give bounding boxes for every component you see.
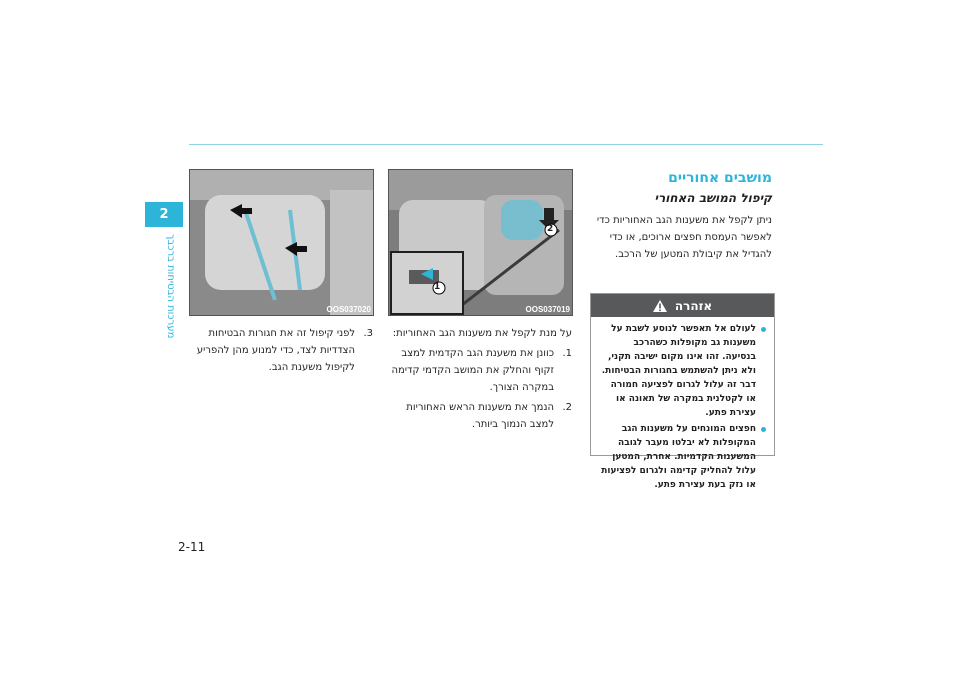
steps-list-a <box>390 325 572 436</box>
chapter-side-title: מערכות הבטיחות ברכבך <box>165 234 176 339</box>
section-intro: ניתן לקפל את משענות הגב האחוריות כדי לאפשר העמסת חפצים ארוכים, או כדי להגדיל את קיבולת המטען של הרכב. <box>596 215 772 260</box>
rear-seat-illustration <box>190 170 373 315</box>
chapter-number: 2 <box>159 207 169 222</box>
callout-2: 2 <box>547 224 554 234</box>
steps-heading: על מנת לקפל את משענות הגב האחוריות: <box>392 328 572 339</box>
warning-item: לעולם אל תאפשר לנוסע לשבת על משענות גב מקופלות כשהרכב בנסיעה. זהו אינו מקום ישיבה תקני, ולא ניתן להשתמש בחגורות הבטיחות. דבר זה עלול לגרום לפציעה חמורה או לקטלנית במקרה של תאונה או עצירת פתע. <box>599 322 766 420</box>
photo-code: OOS037019 <box>525 305 570 314</box>
callout-1: 1 <box>434 282 441 292</box>
photo-code: OOS037020 <box>326 305 371 314</box>
list-item: 2. הנמך את משענות הראש האחוריות למצב הנמוך ביותר. <box>406 402 572 430</box>
warning-box <box>590 293 775 490</box>
steps-list-b <box>191 325 373 379</box>
warning-label: אזהרה <box>674 298 713 313</box>
warning-header <box>591 294 774 317</box>
warning-item: חפצים המונחים על משענות הגב המקופלות לא יבלטו מעבר לגובה המשענות הקדמיות. אחרת, המטען עלול להחליק קדימה ולגרום לפציעות או נזק בעת עצירת פתע. <box>599 422 766 492</box>
section-subtitle: קיפול המושב האחורי <box>654 191 772 205</box>
chapter-tab <box>145 202 183 227</box>
seat-illustration <box>389 170 572 315</box>
page-number: 2-11 <box>178 540 206 554</box>
photo-headrest-lever <box>388 169 573 316</box>
warning-triangle-icon <box>653 300 667 312</box>
list-item: 1. כוונן את משענת הגב הקדמית למצב זקוף והחלק את המושב הקדמי קדימה במקרה הצורך. <box>391 348 572 393</box>
list-item: 3. לפני קיפול זה את חגורות הבטיחות הצדדיות לצד, כדי למנוע מהן להפריע לקיפול משענת הגב. <box>196 328 373 373</box>
photo-seat-belts <box>189 169 374 316</box>
bullet-icon <box>761 327 766 332</box>
top-divider <box>189 144 823 145</box>
bullet-icon <box>761 427 766 432</box>
section-title: מושבים אחוריים <box>668 170 772 186</box>
